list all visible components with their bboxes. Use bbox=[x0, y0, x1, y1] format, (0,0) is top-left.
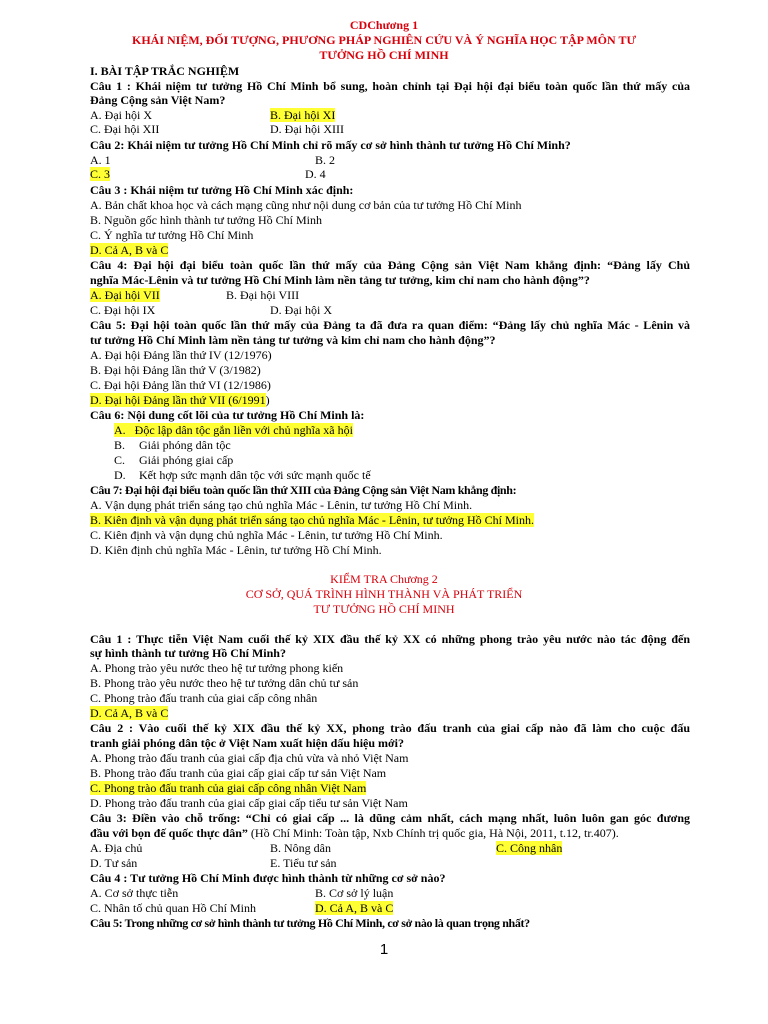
ch2-q2-text-line2: tranh giải phóng dân tộc ở Việt Nam xuất hiện dấu hiệu mới? bbox=[90, 736, 405, 750]
ch1-q4-text-line2: nghĩa Mác-Lênin và tư tưởng Hồ Chí Minh làm nền tảng tư tưởng, kim chỉ nam cho hành động”? bbox=[90, 273, 590, 287]
ch2-q2-option-a: A. Phong trào đấu tranh của giai cấp địa chủ vừa và nhỏ Việt Nam bbox=[90, 751, 409, 765]
ch1-q4-text-line1: Câu 4: Đại hội đại biểu toàn quốc lần thứ mấy của Đảng Cộng sản Việt Nam khẳng định: “Đảng lấy Chủ bbox=[90, 258, 690, 272]
ch1-q2-option-b: B. 2 bbox=[315, 153, 336, 167]
ch1-q3-option-b: B. Nguồn gốc hình thành tư tưởng Hồ Chí Minh bbox=[90, 213, 323, 227]
ch1-q5-option-d-answer: D. Đại hội Đảng lần thứ VII (6/1991 bbox=[90, 393, 266, 407]
ch1-q5-option-d-tail: ) bbox=[265, 393, 270, 407]
ch2-q4-option-b: B. Cơ sở lý luận bbox=[315, 886, 394, 900]
ch1-q7-option-b-row bbox=[90, 513, 690, 527]
ch2-q4-option-d-answer: D. Cả A, B và C bbox=[315, 901, 394, 915]
ch1-q5-text-line1: Câu 5: Đại hội toàn quốc lần thứ mấy của Đảng ta đã đưa ra quan điểm: “Đảng lấy chủ nghĩa Mác - Lênin và bbox=[90, 318, 690, 332]
ch1-q6-option-c-text: Giải phóng giai cấp bbox=[139, 453, 234, 467]
ch1-q6-option-a-answer bbox=[114, 423, 353, 437]
ch1-q2-text: Câu 2: Khái niệm tư tưởng Hồ Chí Minh chỉ rõ mấy cơ sở hình thành tư tưởng Hồ Chí Minh? bbox=[90, 138, 571, 152]
ch1-q6-option-d-text: Kết hợp sức mạnh dân tộc với sức mạnh quốc tế bbox=[139, 468, 371, 482]
ch1-q7-option-a: A. Vận dụng phát triển sáng tạo chủ nghĩa Mác - Lênin, tư tưởng Hồ Chí Minh. bbox=[90, 498, 473, 512]
ch2-q2-option-c-row bbox=[90, 781, 690, 795]
ch2-q3-option-b: B. Nông dân bbox=[270, 841, 331, 855]
ch1-q6-option-b-text: Giải phóng dân tộc bbox=[139, 438, 231, 452]
ch2-q4-option-c: C. Nhân tố chủ quan Hồ Chí Minh bbox=[90, 901, 256, 915]
ch1-q3-option-d-answer: D. Cả A, B và C bbox=[90, 243, 169, 257]
ch1-q5-option-b: B. Đại hội Đảng lần thứ V (3/1982) bbox=[90, 363, 261, 377]
chapter1-title-line2: TƯỞNG HỒ CHÍ MINH bbox=[319, 48, 449, 62]
ch2-q2-option-b: B. Phong trào đấu tranh của giai cấp giai cấp tư sản Việt Nam bbox=[90, 766, 387, 780]
ch2-q3-option-e: E. Tiểu tư sản bbox=[270, 856, 337, 870]
ch2-q1-option-d-answer: D. Cả A, B và C bbox=[90, 706, 169, 720]
ch1-q6-option-a-row bbox=[114, 423, 414, 437]
ch1-q5-option-d-row bbox=[90, 393, 690, 407]
ch1-q5-text-line2: tư tưởng Hồ Chí Minh làm nền tảng tư tưởng và kim chỉ nam cho hành động”? bbox=[90, 333, 496, 347]
ch2-q5-text: Câu 5: Trong những cơ sở hình thành tư tưởng Hồ Chí Minh, cơ sở nào là quan trọng nhất? bbox=[90, 916, 530, 930]
chapter1-code: CDChương 1 bbox=[349, 18, 419, 32]
ch1-q6-option-d-key: D. bbox=[114, 468, 126, 482]
ch1-q7-option-d: D. Kiên định chủ nghĩa Mác - Lênin, tư tưởng Hồ Chí Minh. bbox=[90, 543, 382, 557]
ch2-q1-option-b: B. Phong trào yêu nước theo hệ tư tưởng dân chủ tư sản bbox=[90, 676, 359, 690]
ch1-q6-text: Câu 6: Nội dung cốt lõi của tư tưởng Hồ Chí Minh là: bbox=[90, 408, 365, 422]
ch1-q1-option-c: C. Đại hội XII bbox=[90, 122, 160, 136]
ch2-q4-text: Câu 4 : Tư tưởng Hồ Chí Minh được hình thành từ những cơ sở nào? bbox=[90, 871, 446, 885]
ch1-q5-option-a: A. Đại hội Đảng lần thứ IV (12/1976) bbox=[90, 348, 272, 362]
ch2-q2-option-d: D. Phong trào đấu tranh của giai cấp giai cấp tiểu tư sản Việt Nam bbox=[90, 796, 408, 810]
ch1-q3-option-d-row bbox=[90, 243, 690, 257]
ch1-q3-option-a: A. Bản chất khoa học và cách mạng cũng như nội dung cơ bản của tư tưởng Hồ Chí Minh bbox=[90, 198, 522, 212]
ch2-q3-option-c-answer: C. Công nhân bbox=[496, 841, 563, 855]
ch1-q2-option-a: A. 1 bbox=[90, 153, 111, 167]
ch2-q1-option-a: A. Phong trào yêu nước theo hệ tư tưởng phong kiến bbox=[90, 661, 344, 675]
ch2-q1-text-line2: sự hình thành tư tưởng Hồ Chí Minh? bbox=[90, 646, 286, 660]
ch1-q7-text: Câu 7: Đại hội đại biểu toàn quốc lần thứ XIII của Đảng Cộng sản Việt Nam khẳng định: bbox=[90, 483, 517, 497]
ch2-q3-text-line2-bold: đầu với bọn đế quốc thực dân” bbox=[90, 826, 248, 840]
ch1-q7-option-c: C. Kiên định và vận dụng chủ nghĩa Mác - Lênin, tư tưởng Hồ Chí Minh. bbox=[90, 528, 443, 542]
ch1-q4-option-d: D. Đại hội X bbox=[270, 303, 332, 317]
ch1-q6-option-a-text: Độc lập dân tộc gắn liền với chủ nghĩa xã hội bbox=[134, 423, 353, 437]
ch2-q3-option-a: A. Địa chủ bbox=[90, 841, 143, 855]
ch2-q3-option-d: D. Tư sản bbox=[90, 856, 138, 870]
ch1-q7-option-b-answer: B. Kiên định và vận dụng phát triển sáng tạo chủ nghĩa Mác - Lênin, tư tưởng Hồ Chí Minh. bbox=[90, 513, 534, 527]
ch1-q6-option-a-key: A. bbox=[114, 423, 126, 437]
ch1-q1-text-line1: Câu 1 : Khái niệm tư tưởng Hồ Chí Minh bổ sung, hoàn chỉnh tại Đại hội đại biểu toàn quốc lần thứ mấy của bbox=[90, 79, 690, 93]
ch1-q1-option-b-answer: B. Đại hội XI bbox=[270, 108, 336, 122]
ch1-q3-option-c: C. Ý nghĩa tư tưởng Hồ Chí Minh bbox=[90, 228, 254, 242]
ch1-q4-option-c: C. Đại hội IX bbox=[90, 303, 156, 317]
page-number: 1 bbox=[379, 941, 389, 958]
chapter2-title-line2: TƯ TƯỞNG HỒ CHÍ MINH bbox=[313, 602, 455, 616]
ch1-q3-text: Câu 3 : Khái niệm tư tưởng Hồ Chí Minh xác định: bbox=[90, 183, 354, 197]
ch1-q1-text-line2: Đảng Cộng sản Việt Nam? bbox=[90, 93, 226, 107]
ch2-q2-option-c-answer: C. Phong trào đấu tranh của giai cấp công nhân Việt Nam bbox=[90, 781, 367, 795]
ch2-q3-text-line1: Câu 3: Điền vào chỗ trống: “Chỉ có giai cấp ... là dũng cảm nhất, cách mạng nhất, luôn luôn gan góc đương bbox=[90, 811, 690, 825]
ch2-q3-text-line2 bbox=[90, 826, 690, 840]
ch2-q4-option-a: A. Cơ sở thực tiễn bbox=[90, 886, 179, 900]
ch1-q1-option-a: A. Đại hội X bbox=[90, 108, 152, 122]
ch2-q1-option-c: C. Phong trào đấu tranh của giai cấp công nhân bbox=[90, 691, 318, 705]
ch1-q4-option-a-answer: A. Đại hội VII bbox=[90, 288, 160, 302]
section-heading: I. BÀI TẬP TRẮC NGHIỆM bbox=[90, 64, 240, 78]
ch1-q1-option-d: D. Đại hội XIII bbox=[270, 122, 344, 136]
ch2-q1-text-line1: Câu 1 : Thực tiễn Việt Nam cuối thế kỷ XIX đầu thế kỷ XX có những phong trào yêu nước nào tác động đến bbox=[90, 632, 690, 646]
ch1-q6-option-b-key: B. bbox=[114, 438, 126, 452]
ch1-q2-option-d: D. 4 bbox=[305, 167, 326, 181]
ch1-q4-option-b: B. Đại hội VIII bbox=[226, 288, 300, 302]
chapter1-title-line1: KHÁI NIỆM, ĐỐI TƯỢNG, PHƯƠNG PHÁP NGHIÊN CỨU VÀ Ý NGHĨA HỌC TẬP MÔN TƯ bbox=[131, 33, 637, 47]
chapter2-title-line1: CƠ SỞ, QUÁ TRÌNH HÌNH THÀNH VÀ PHÁT TRIỂN bbox=[245, 587, 523, 601]
ch2-q2-text-line1: Câu 2 : Vào cuối thế kỷ XIX đầu thế kỷ XX, phong trào đấu tranh của giai cấp nào đã làm cho cuộc đấu bbox=[90, 721, 690, 735]
chapter2-code: KIỂM TRA Chương 2 bbox=[330, 572, 438, 586]
ch1-q2-option-c-answer: C. 3 bbox=[90, 167, 111, 181]
ch2-q3-text-line2-citation: (Hồ Chí Minh: Toàn tập, Nxb Chính trị quốc gia, Hà Nội, 2011, t.12, tr.407). bbox=[247, 826, 619, 840]
ch2-q1-option-d-row bbox=[90, 706, 690, 720]
ch1-q5-option-c: C. Đại hội Đảng lần thứ VI (12/1986) bbox=[90, 378, 271, 392]
ch1-q6-option-c-key: C. bbox=[114, 453, 126, 467]
